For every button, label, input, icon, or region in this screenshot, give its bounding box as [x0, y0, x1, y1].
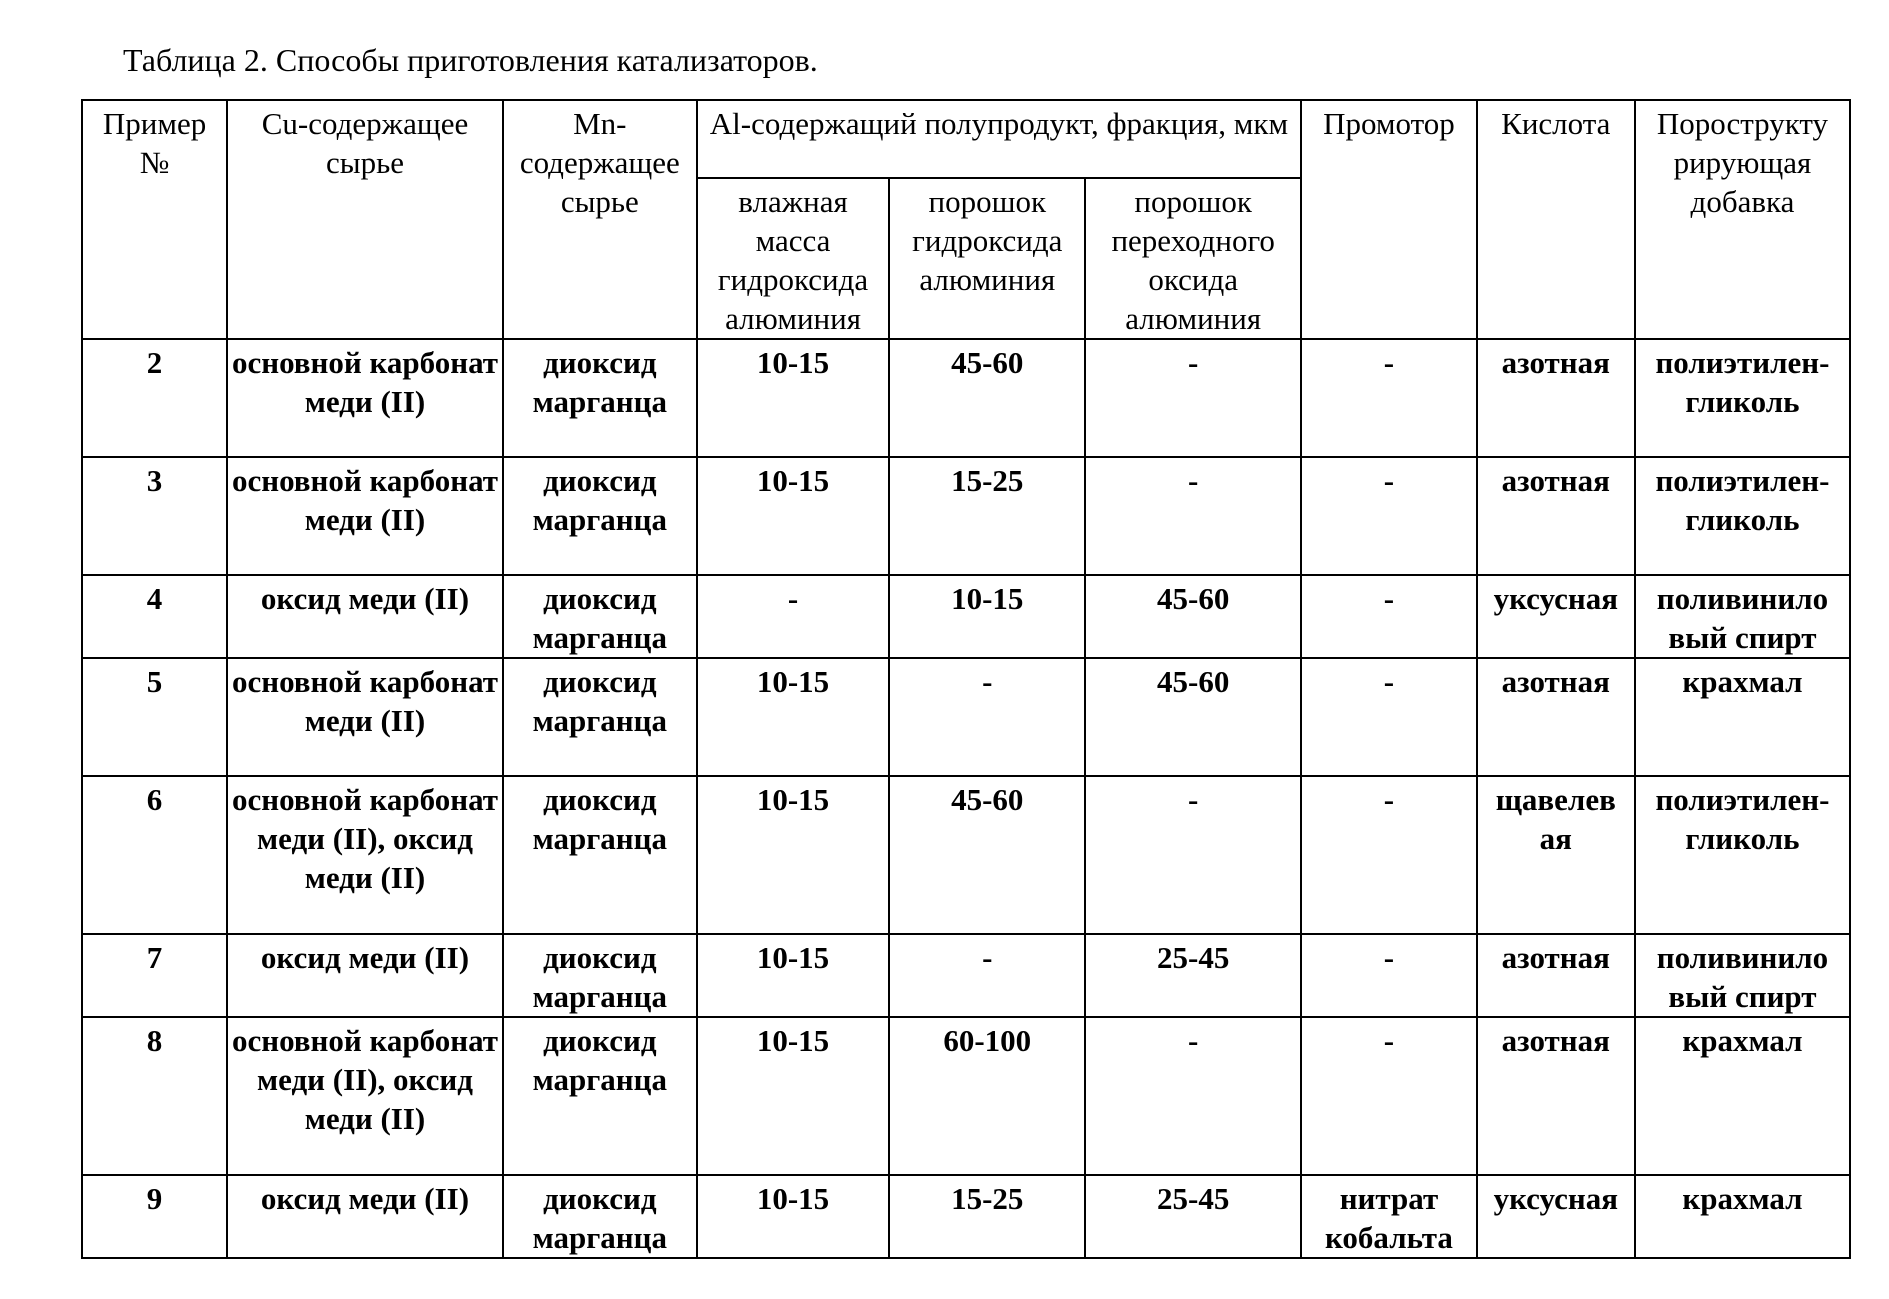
cell-al-oxide: 25-45 [1085, 934, 1301, 1017]
cell-cu: оксид меди (II) [227, 1175, 503, 1258]
cell-al-oxide: 45-60 [1085, 575, 1301, 658]
cell-promoter: - [1301, 776, 1476, 934]
cell-cu: основной карбонат меди (II), оксид меди (II) [227, 776, 503, 934]
cell-mn: диоксид марганца [503, 339, 697, 457]
cell-mn: диоксид марганца [503, 575, 697, 658]
cell-pore: полиэтилен-гликоль [1635, 776, 1850, 934]
cell-mn: диоксид марганца [503, 1175, 697, 1258]
cell-example: 5 [82, 658, 227, 776]
cell-al-oxide: - [1085, 776, 1301, 934]
header-mn-raw-material: Mn-содержащее сырье [503, 100, 697, 339]
cell-promoter: - [1301, 575, 1476, 658]
cell-pore: поливинило вый спирт [1635, 934, 1850, 1017]
header-cu-raw-material: Cu-содержащее сырье [227, 100, 503, 339]
cell-al-powder: - [889, 934, 1085, 1017]
header-al-wet-mass: влажная масса гидроксида алюминия [697, 178, 890, 339]
cell-al-powder: 45-60 [889, 776, 1085, 934]
catalyst-preparation-table [81, 99, 1851, 1259]
header-al-intermediate-group: Al-содержащий полупродукт, фракция, мкм [697, 100, 1302, 178]
header-al-hydroxide-powder: порошок гидроксида алюминия [889, 178, 1085, 339]
cell-mn: диоксид марганца [503, 658, 697, 776]
cell-mn: диоксид марганца [503, 934, 697, 1017]
cell-promoter: - [1301, 658, 1476, 776]
table-caption: Таблица 2. Способы приготовления катализаторов. [123, 42, 818, 78]
header-pore-forming-additive: Порострукту рирующая добавка [1635, 100, 1850, 339]
table-row [82, 1175, 1850, 1258]
cell-pore: полиэтилен-гликоль [1635, 457, 1850, 575]
cell-pore: крахмал [1635, 1175, 1850, 1258]
cell-acid: щавелев ая [1477, 776, 1635, 934]
cell-promoter: - [1301, 339, 1476, 457]
cell-acid: азотная [1477, 1017, 1635, 1175]
table-row [82, 776, 1850, 934]
table-row [82, 934, 1850, 1017]
cell-al-wet: 10-15 [697, 339, 890, 457]
cell-al-powder: - [889, 658, 1085, 776]
cell-pore: крахмал [1635, 658, 1850, 776]
table-row [82, 658, 1850, 776]
cell-pore: поливинило вый спирт [1635, 575, 1850, 658]
cell-al-wet: 10-15 [697, 1175, 890, 1258]
cell-al-wet: 10-15 [697, 457, 890, 575]
table-row [82, 1017, 1850, 1175]
cell-al-oxide: 25-45 [1085, 1175, 1301, 1258]
cell-mn: диоксид марганца [503, 457, 697, 575]
cell-al-wet: 10-15 [697, 776, 890, 934]
cell-promoter: - [1301, 457, 1476, 575]
table-row [82, 575, 1850, 658]
header-example: Пример № [82, 100, 227, 339]
cell-cu: основной карбонат меди (II) [227, 457, 503, 575]
cell-al-powder: 15-25 [889, 457, 1085, 575]
cell-al-oxide: - [1085, 339, 1301, 457]
cell-pore: полиэтилен-гликоль [1635, 339, 1850, 457]
header-promoter: Промотор [1301, 100, 1476, 339]
cell-al-wet: 10-15 [697, 934, 890, 1017]
cell-al-oxide: - [1085, 457, 1301, 575]
table-row [82, 457, 1850, 575]
cell-promoter: - [1301, 1017, 1476, 1175]
cell-al-powder: 15-25 [889, 1175, 1085, 1258]
cell-acid: азотная [1477, 658, 1635, 776]
cell-acid: азотная [1477, 457, 1635, 575]
cell-cu: основной карбонат меди (II) [227, 658, 503, 776]
cell-example: 4 [82, 575, 227, 658]
cell-al-powder: 45-60 [889, 339, 1085, 457]
table-header-row [82, 100, 1850, 178]
cell-cu: оксид меди (II) [227, 575, 503, 658]
header-al-transition-oxide-powder: порошок переходного оксида алюминия [1085, 178, 1301, 339]
cell-promoter: - [1301, 934, 1476, 1017]
cell-acid: уксусная [1477, 1175, 1635, 1258]
cell-cu: основной карбонат меди (II), оксид меди (II) [227, 1017, 503, 1175]
cell-acid: уксусная [1477, 575, 1635, 658]
table-row [82, 339, 1850, 457]
cell-acid: азотная [1477, 934, 1635, 1017]
cell-al-wet: 10-15 [697, 658, 890, 776]
cell-mn: диоксид марганца [503, 1017, 697, 1175]
cell-example: 8 [82, 1017, 227, 1175]
cell-cu: оксид меди (II) [227, 934, 503, 1017]
cell-pore: крахмал [1635, 1017, 1850, 1175]
cell-al-powder: 10-15 [889, 575, 1085, 658]
cell-mn: диоксид марганца [503, 776, 697, 934]
cell-al-oxide: - [1085, 1017, 1301, 1175]
cell-promoter: нитрат кобальта [1301, 1175, 1476, 1258]
cell-acid: азотная [1477, 339, 1635, 457]
cell-example: 9 [82, 1175, 227, 1258]
cell-example: 7 [82, 934, 227, 1017]
cell-example: 2 [82, 339, 227, 457]
cell-al-oxide: 45-60 [1085, 658, 1301, 776]
header-acid: Кислота [1477, 100, 1635, 339]
cell-cu: основной карбонат меди (II) [227, 339, 503, 457]
cell-al-wet: 10-15 [697, 1017, 890, 1175]
cell-al-powder: 60-100 [889, 1017, 1085, 1175]
cell-example: 3 [82, 457, 227, 575]
cell-example: 6 [82, 776, 227, 934]
cell-al-wet: - [697, 575, 890, 658]
